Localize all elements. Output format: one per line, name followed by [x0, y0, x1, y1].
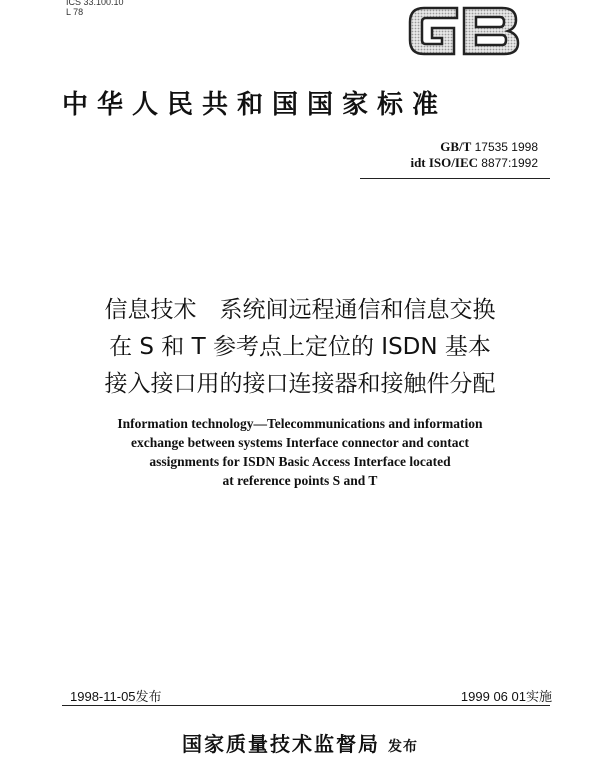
- idt-code-number: 8877:1992: [481, 156, 538, 170]
- national-standard-heading: 中华人民共和国国家标准: [62, 90, 448, 120]
- gb-code: [410, 139, 538, 155]
- english-title-line-1: Information technology—Telecommunications and information: [117, 416, 483, 431]
- gb-logo-icon: [402, 0, 524, 60]
- publisher-suffix: 发布: [388, 739, 418, 755]
- header-divider: [360, 178, 550, 179]
- issue-date: 1998-11-05发布: [70, 689, 162, 704]
- gb-code-prefix: GB/T: [440, 139, 472, 154]
- chinese-title: [0, 292, 600, 403]
- implementation-date: 1999 06 01实施: [460, 689, 552, 704]
- footer-divider: [62, 705, 550, 706]
- classification-codes: [66, 0, 124, 17]
- english-title-line-2: exchange between systems Interface connector and contact: [131, 435, 469, 450]
- publisher-name: 国家质量技术监督局: [182, 732, 380, 756]
- idt-code: [410, 155, 538, 171]
- english-title-line-3: assignments for ISDN Basic Access Interface located: [149, 454, 451, 469]
- standard-code-block: [410, 139, 538, 171]
- idt-code-prefix: idt ISO/IEC: [410, 155, 479, 170]
- chinese-title-line-3: 接入接口用的接口连接器和接触件分配: [104, 371, 496, 397]
- ics-code: ICS 33.100.10: [66, 0, 124, 7]
- ccs-code: L 78: [66, 7, 84, 17]
- gb-code-number: 17535 1998: [474, 140, 538, 154]
- publisher: [0, 728, 600, 757]
- chinese-title-line-1: 信息技术 系统间远程通信和信息交换: [104, 297, 496, 323]
- english-title-line-4: at reference points S and T: [222, 473, 378, 488]
- english-title: [0, 414, 600, 490]
- chinese-title-line-2: 在 S 和 T 参考点上定位的 ISDN 基本: [109, 334, 491, 360]
